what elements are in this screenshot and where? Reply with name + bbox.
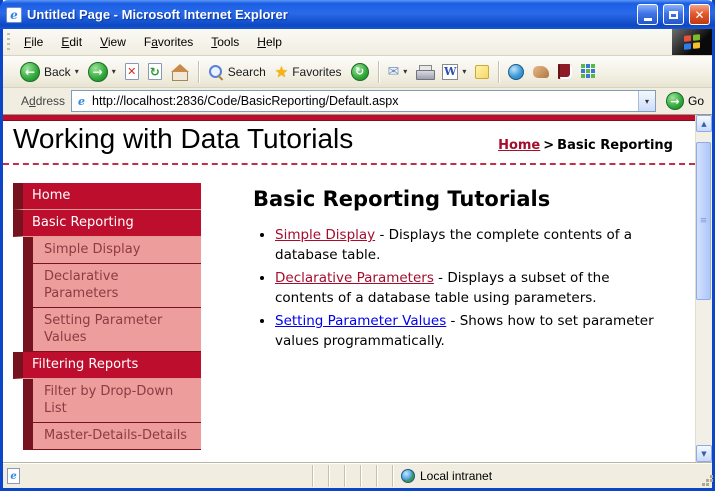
site-title: Working with Data Tutorials bbox=[13, 123, 354, 154]
back-dropdown-icon[interactable] bbox=[75, 67, 79, 76]
page-content bbox=[3, 115, 695, 462]
tutorial-list-item bbox=[275, 311, 657, 351]
mail-dropdown-icon[interactable] bbox=[403, 67, 407, 76]
menu-favorites[interactable]: Favorites bbox=[143, 35, 194, 49]
sidebar bbox=[13, 183, 201, 450]
back-icon bbox=[20, 62, 40, 82]
go-label: Go bbox=[687, 94, 704, 108]
security-zone-label: Local intranet bbox=[420, 469, 493, 483]
tutorial-list-item bbox=[275, 268, 657, 308]
sidebar-item-basic-reporting[interactable]: Basic Reporting bbox=[13, 210, 201, 237]
favorites-button[interactable] bbox=[271, 60, 346, 84]
menu-edit[interactable]: Edit bbox=[61, 35, 83, 49]
windows-logo bbox=[672, 29, 712, 55]
search-label: Search bbox=[227, 64, 266, 79]
menu-help[interactable]: Help bbox=[257, 35, 282, 49]
intranet-globe-icon bbox=[401, 469, 415, 483]
discuss-button[interactable] bbox=[471, 62, 493, 82]
messenger-icon bbox=[581, 64, 596, 79]
main-content bbox=[201, 165, 695, 354]
mail-button[interactable] bbox=[384, 61, 412, 83]
tutorial-link-simple-display[interactable]: Simple Display bbox=[275, 227, 376, 243]
favorites-star-icon bbox=[275, 63, 288, 81]
page-title: Basic Reporting Tutorials bbox=[253, 187, 551, 211]
tutorial-list bbox=[253, 225, 657, 351]
windows-flag-icon bbox=[684, 34, 700, 50]
tutorial-description: - Displays the complete contents of a database table. bbox=[275, 227, 633, 263]
refresh-icon bbox=[148, 63, 162, 80]
messenger-button[interactable] bbox=[577, 61, 600, 82]
forward-button[interactable] bbox=[84, 59, 120, 85]
stop-button[interactable] bbox=[121, 60, 143, 83]
menu-view[interactable]: View bbox=[100, 35, 126, 49]
minimize-icon bbox=[644, 18, 652, 21]
forward-dropdown-icon[interactable] bbox=[112, 67, 116, 76]
window-title: Untitled Page - Microsoft Internet Explorer bbox=[27, 7, 288, 22]
sidebar-item-home[interactable]: Home bbox=[13, 183, 201, 210]
address-dropdown-button[interactable] bbox=[638, 91, 655, 111]
toolbar-separator bbox=[498, 61, 499, 83]
go-button[interactable] bbox=[662, 91, 708, 111]
discuss-note-icon bbox=[475, 65, 489, 79]
content-row bbox=[3, 165, 695, 450]
chevron-down-icon bbox=[645, 97, 649, 106]
web-search-button[interactable] bbox=[504, 61, 528, 83]
sidebar-item-master-details-details[interactable]: Master-Details-Details bbox=[23, 423, 201, 450]
tutorial-link-declarative-parameters[interactable]: Declarative Parameters bbox=[275, 270, 434, 286]
forward-icon bbox=[88, 62, 108, 82]
status-pane bbox=[376, 465, 392, 487]
status-bar bbox=[3, 462, 712, 488]
title-bar bbox=[0, 0, 715, 29]
address-bar bbox=[3, 88, 712, 115]
tutorial-description: - Shows how to set parameter values programmatically. bbox=[275, 313, 654, 349]
book-search-icon bbox=[558, 64, 572, 79]
page-icon: e bbox=[75, 93, 88, 109]
scroll-up-button[interactable] bbox=[696, 115, 712, 132]
sidebar-item-setting-parameter-values[interactable]: Setting Parameter Values bbox=[23, 308, 201, 352]
word-icon bbox=[442, 64, 458, 80]
address-url[interactable]: http://localhost:2836/Code/BasicReporting/Default.aspx bbox=[92, 94, 399, 108]
sidebar-item-filter-by-drop-down-list[interactable]: Filter by Drop-Down List bbox=[23, 379, 201, 423]
fetch-icon bbox=[533, 66, 549, 78]
edit-with-word-button[interactable] bbox=[438, 61, 470, 83]
tutorial-description: - Displays a subset of the contents of a database table using parameters. bbox=[275, 270, 610, 306]
history-icon bbox=[351, 63, 369, 81]
security-zone-pane bbox=[392, 465, 710, 487]
back-button[interactable] bbox=[16, 59, 83, 85]
status-icon-pane bbox=[7, 468, 31, 484]
favorites-label: Favorites bbox=[292, 64, 342, 79]
menu-bar bbox=[3, 29, 712, 56]
scrollbar-thumb[interactable] bbox=[696, 142, 711, 300]
breadcrumb-separator: > bbox=[543, 138, 555, 153]
resize-grip[interactable] bbox=[697, 470, 710, 483]
status-pane bbox=[312, 465, 328, 487]
toolbar-separator bbox=[198, 61, 199, 83]
menu-file[interactable]: File bbox=[24, 35, 44, 49]
address-input[interactable] bbox=[71, 90, 656, 112]
page-viewport bbox=[3, 115, 712, 462]
back-label: Back bbox=[44, 64, 71, 79]
search-button[interactable] bbox=[204, 61, 270, 83]
search-icon bbox=[208, 64, 224, 80]
stop-icon bbox=[125, 63, 139, 80]
maximize-icon bbox=[669, 11, 678, 19]
standard-toolbar bbox=[3, 56, 712, 88]
print-button[interactable] bbox=[412, 62, 437, 82]
toolbar-separator bbox=[378, 61, 379, 83]
research-button[interactable] bbox=[554, 61, 576, 82]
breadcrumb bbox=[498, 138, 673, 153]
status-pane bbox=[360, 465, 376, 487]
tutorial-link-setting-parameter-values[interactable]: Setting Parameter Values bbox=[275, 313, 447, 329]
scroll-down-button[interactable] bbox=[696, 445, 712, 462]
minimize-button[interactable] bbox=[637, 4, 658, 25]
sidebar-item-simple-display[interactable]: Simple Display bbox=[23, 237, 201, 264]
status-pane bbox=[328, 465, 344, 487]
history-button[interactable] bbox=[347, 60, 373, 84]
mail-icon bbox=[388, 64, 400, 80]
menu-items bbox=[15, 29, 291, 55]
go-icon bbox=[666, 92, 684, 110]
tutorial-list-item bbox=[275, 225, 657, 265]
breadcrumb-current: Basic Reporting bbox=[557, 138, 673, 153]
home-icon bbox=[171, 64, 189, 80]
close-button[interactable] bbox=[689, 4, 710, 25]
sidebar-item-filtering-reports[interactable]: Filtering Reports bbox=[13, 352, 201, 379]
scrollbar-track[interactable] bbox=[696, 132, 712, 445]
ie-logo-icon: e bbox=[6, 7, 22, 23]
toolbar-grip[interactable] bbox=[7, 33, 10, 51]
globe-search-icon bbox=[508, 64, 524, 80]
breadcrumb-home-link[interactable]: Home bbox=[498, 138, 541, 153]
status-page-icon: e bbox=[7, 468, 20, 484]
edit-dropdown-icon[interactable] bbox=[462, 67, 466, 76]
sidebar-item-declarative-parameters[interactable]: Declarative Parameters bbox=[23, 264, 201, 308]
home-button[interactable] bbox=[167, 61, 193, 83]
maximize-button[interactable] bbox=[663, 4, 684, 25]
page-header bbox=[3, 121, 695, 165]
vertical-scrollbar[interactable] bbox=[695, 115, 712, 462]
print-icon bbox=[416, 65, 433, 79]
menu-tools[interactable]: Tools bbox=[211, 35, 240, 49]
status-pane bbox=[344, 465, 360, 487]
refresh-button[interactable] bbox=[144, 60, 166, 83]
address-label: Address bbox=[21, 94, 66, 108]
fetch-button[interactable] bbox=[529, 63, 553, 81]
